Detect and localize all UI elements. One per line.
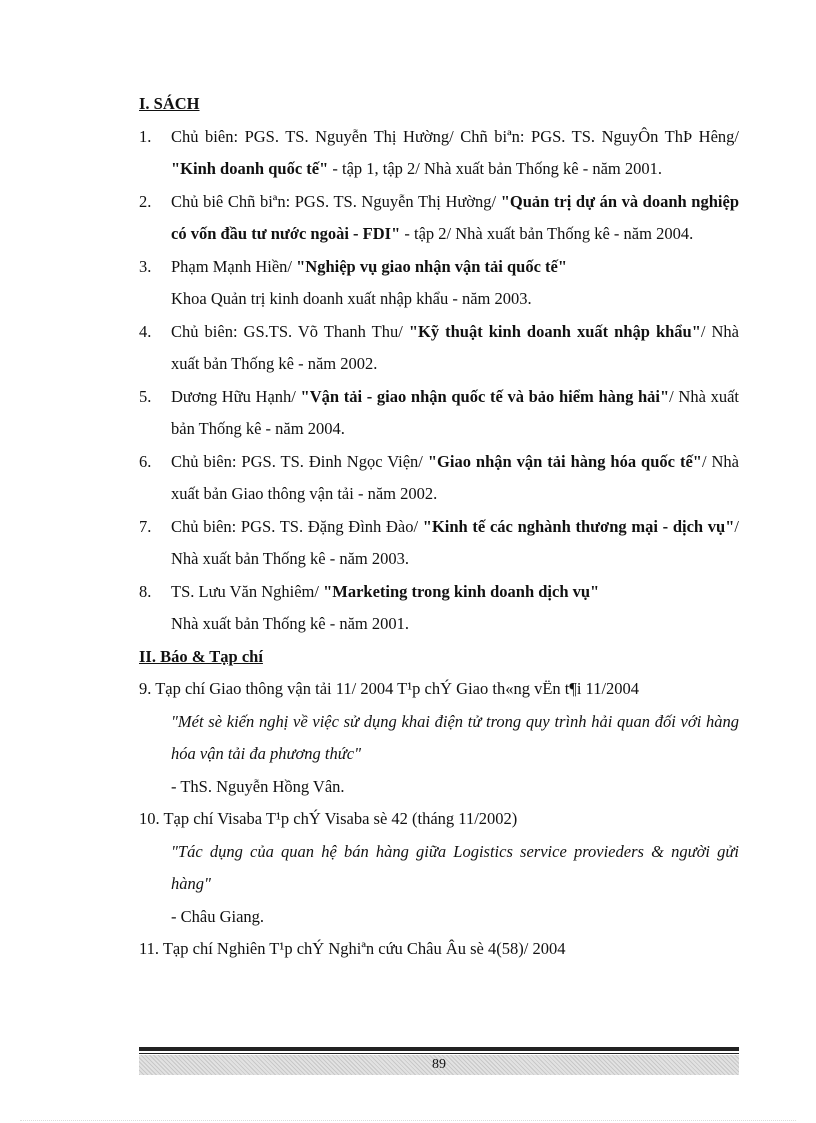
section-heading-books: I. SÁCH [139, 94, 200, 113]
reference-item-11 [139, 933, 739, 966]
item-source: Tạp chí Visaba T¹p chÝ Visaba sè 42 (tháng 11/2002) [163, 809, 518, 828]
item-publisher: / Nhà xuất bản Giao thông vận tải - năm 2002. [171, 451, 739, 503]
reference-item-1 [139, 121, 739, 186]
item-title: "Kỹ thuật kinh doanh xuất nhập khẩu" [408, 321, 701, 341]
reference-item-2 [139, 186, 739, 251]
item-number: 3. [139, 256, 152, 276]
document-body [139, 88, 739, 966]
item-title: "Kinh doanh quốc tế" [171, 159, 329, 178]
reference-item-6 [139, 446, 739, 511]
item-number: 1. [139, 126, 152, 146]
item-publisher: / Nhà xuất bản Thống kê - năm 2004. [171, 386, 739, 438]
reference-item-7 [139, 511, 739, 576]
item-title: "Tác dụng của quan hệ bán hàng giữa Logistics service provieders & người gửi hàng" [171, 841, 739, 893]
item-authors: Chủ biên: PGS. TS. Nguyễn Thị Hường/ Chñ biªn: PGS. TS. NguyÔn ThÞ Hêng/ [171, 126, 739, 146]
page-footer [139, 1055, 739, 1075]
item-title: "Mét sè kiến nghị về việc sử dụng khai điện tử trong quy trình hải quan đối với hàng hóa vận tải đa phương thức" [171, 711, 739, 763]
item-title: "Nghiệp vụ giao nhận vận tải quốc tế" [296, 256, 568, 276]
item-author: - ThS. Nguyễn Hồng Vân. [171, 776, 345, 796]
reference-item-4 [139, 316, 739, 381]
reference-item-8 [139, 576, 739, 641]
item-number: 8. [139, 581, 152, 601]
footer-rule [139, 1047, 739, 1051]
item-number: 4. [139, 321, 152, 341]
item-authors: Phạm Mạnh Hiền/ [171, 256, 297, 276]
page-edge [20, 1120, 796, 1121]
item-number: 2. [139, 191, 152, 211]
item-publisher: - tập 2/ Nhà xuất bản Thống kê - năm 2004. [400, 224, 694, 243]
item-publisher: Khoa Quản trị kinh doanh xuất nhập khẩu - năm 2003. [171, 289, 532, 308]
item-source: Tạp chí Nghiên T¹p chÝ Nghiªn cứu Châu Âu sè 4(58)/ 2004 [162, 939, 566, 958]
item-authors: Chủ biên: GS.TS. Võ Thanh Thu/ [171, 321, 409, 341]
item-publisher: Nhà xuất bản Thống kê - năm 2001. [171, 614, 409, 633]
item-authors: Dương Hữu Hạnh/ [171, 386, 301, 406]
item-source: Tạp chí Giao thông vận tải 11/ 2004 T¹p chÝ Giao th«ng vËn t¶i 11/2004 [155, 679, 640, 698]
reference-item-3 [139, 251, 739, 316]
item-title: "Marketing trong kinh doanh dịch vụ" [323, 581, 600, 601]
item-number: 6. [139, 451, 152, 471]
reference-item-10 [139, 803, 739, 933]
item-publisher: - tập 1, tập 2/ Nhà xuất bản Thống kê - năm 2001. [328, 159, 662, 178]
item-authors: TS. Lưu Văn Nghiêm/ [171, 581, 324, 601]
item-number: 9. [139, 679, 152, 698]
item-number: 10. [139, 809, 160, 828]
item-authors: Chủ biên: PGS. TS. Đặng Đình Đào/ [171, 516, 423, 536]
item-number: 11. [139, 939, 160, 958]
item-title: "Quản trị dự án và doanh nghiệp có vốn đầu tư nước ngoài - FDI" [171, 191, 739, 243]
item-title: "Kinh tế các nghành thương mại - dịch vụ" [422, 516, 735, 536]
section-heading-journals: II. Báo & Tạp chí [139, 646, 263, 666]
item-number: 7. [139, 516, 152, 536]
reference-item-9 [139, 673, 739, 803]
item-title: "Vận tải - giao nhận quốc tế và bảo hiểm hàng hải" [300, 386, 670, 406]
item-authors: Chủ biên: PGS. TS. Đinh Ngọc Viện/ [171, 451, 428, 471]
item-authors: Chủ biê Chñ biªn: PGS. TS. Nguyễn Thị Hường/ [171, 191, 501, 211]
item-title: "Giao nhận vận tải hàng hóa quốc tế" [427, 451, 702, 471]
item-publisher: / Nhà xuất bản Thống kê - năm 2003. [171, 516, 739, 568]
item-author: - Châu Giang. [171, 906, 265, 926]
footer-rule-thin [139, 1053, 739, 1054]
item-number: 5. [139, 386, 152, 406]
reference-item-5 [139, 381, 739, 446]
item-publisher: / Nhà xuất bản Thống kê - năm 2002. [171, 321, 740, 373]
page-number: 89 [432, 1057, 446, 1072]
